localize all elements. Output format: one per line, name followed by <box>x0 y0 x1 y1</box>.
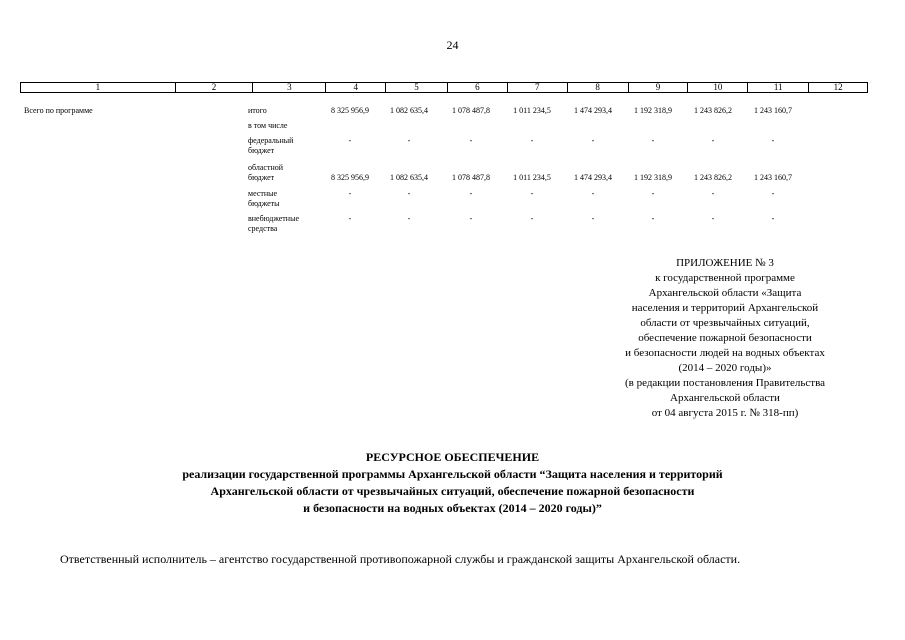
source-label-line: итого <box>248 106 267 115</box>
source-label-line: средства <box>248 224 278 233</box>
value-cell: - <box>591 189 595 198</box>
appendix-line: от 04 августа 2015 г. № 318-пп) <box>651 407 799 419</box>
value-cell: 1 243 826,2 <box>694 106 732 115</box>
value-cell: 1 474 293,4 <box>574 106 612 115</box>
value-cell: 1 192 318,9 <box>634 106 672 115</box>
value-cell: - <box>530 136 534 145</box>
value-cell: 1 474 293,4 <box>574 173 612 182</box>
value-cell: 1 011 234,5 <box>513 173 551 182</box>
source-label <box>248 106 267 116</box>
value-cell: 1 082 635,4 <box>390 173 428 182</box>
value-cell: - <box>711 189 715 198</box>
source-label <box>248 163 283 183</box>
value-cell: 1 011 234,5 <box>513 106 551 115</box>
appendix-block <box>595 256 855 421</box>
value-cell: - <box>771 214 775 223</box>
value-cell: - <box>711 214 715 223</box>
value-cell: - <box>348 189 352 198</box>
value-cell: 1 078 487,8 <box>452 173 490 182</box>
appendix-line: (2014 – 2020 годы)» <box>678 362 772 374</box>
value-cell: - <box>711 136 715 145</box>
appendix-line: области от чрезвычайных ситуаций, <box>640 317 810 329</box>
appendix-line: и безопасности людей на водных объектах <box>625 347 825 359</box>
value-cell: 1 243 160,7 <box>754 106 792 115</box>
source-label-line: внебюджетные <box>248 214 299 223</box>
source-label <box>248 136 293 156</box>
column-header-5: 5 <box>386 83 448 92</box>
value-cell: - <box>530 189 534 198</box>
column-header-9: 9 <box>629 83 689 92</box>
source-label <box>248 121 287 131</box>
value-cell: - <box>407 189 411 198</box>
heading-line: и безопасности на водных объектах (2014 – 2020 годы)” <box>303 501 602 515</box>
value-cell: - <box>469 136 473 145</box>
value-cell: 1 192 318,9 <box>634 173 672 182</box>
value-cell: - <box>469 214 473 223</box>
source-label-line: федеральный <box>248 136 294 145</box>
value-cell: - <box>771 136 775 145</box>
source-label-line: бюджеты <box>248 199 280 208</box>
appendix-line: (в редакции постановления Правительства <box>624 377 826 389</box>
appendix-line: ПРИЛОЖЕНИЕ № 3 <box>676 257 774 269</box>
column-header-row <box>20 82 868 93</box>
value-cell: 1 082 635,4 <box>390 106 428 115</box>
value-cell: - <box>591 214 595 223</box>
appendix-line: к государственной программе <box>655 272 795 284</box>
value-cell: - <box>469 189 473 198</box>
appendix-line: обеспечение пожарной безопасности <box>638 332 812 344</box>
value-cell: - <box>651 189 655 198</box>
value-cell: 8 325 956,9 <box>331 173 369 182</box>
column-header-10: 10 <box>688 83 748 92</box>
heading-line: Архангельской области от чрезвычайных ситуаций, обеспечение пожарной безопасности <box>210 484 695 498</box>
appendix-line: Архангельской области «Защита <box>648 287 802 299</box>
value-cell: 1 243 160,7 <box>754 173 792 182</box>
column-header-7: 7 <box>508 83 568 92</box>
source-label-line: бюджет <box>248 146 275 155</box>
source-label-line: бюджет <box>248 173 275 182</box>
column-header-6: 6 <box>448 83 508 92</box>
column-header-1: 1 <box>21 83 176 92</box>
value-cell: - <box>771 189 775 198</box>
source-label-line: местные <box>248 189 278 198</box>
page-number: 24 <box>446 38 459 52</box>
column-header-3: 3 <box>253 83 326 92</box>
source-label-line: областной <box>248 163 284 172</box>
value-cell: - <box>651 214 655 223</box>
value-cell: - <box>348 214 352 223</box>
value-cell: - <box>407 214 411 223</box>
column-header-11: 11 <box>748 83 809 92</box>
column-header-8: 8 <box>568 83 629 92</box>
value-cell: 1 078 487,8 <box>452 106 490 115</box>
value-cell: - <box>348 136 352 145</box>
column-header-4: 4 <box>326 83 386 92</box>
appendix-line: населения и территорий Архангельской <box>631 302 819 314</box>
column-header-2: 2 <box>176 83 254 92</box>
source-label <box>248 214 299 234</box>
source-label <box>248 189 280 209</box>
value-cell: 1 243 826,2 <box>694 173 732 182</box>
heading-line: реализации государственной программы Архангельской области “Защита населения и территорий <box>182 467 723 481</box>
value-cell: - <box>407 136 411 145</box>
row-title: Всего по программе <box>24 106 93 115</box>
column-header-12: 12 <box>833 82 843 92</box>
document-heading <box>0 449 905 517</box>
value-cell: - <box>591 136 595 145</box>
appendix-line: Архангельской области <box>670 392 780 404</box>
value-cell: - <box>530 214 534 223</box>
heading-title: РЕСУРСНОЕ ОБЕСПЕЧЕНИЕ <box>365 450 540 464</box>
source-label-line: в том числе <box>248 121 288 130</box>
body-paragraph: Ответственный исполнитель – агентство государственной противопожарной службы и гражданской защиты Архангельской области. <box>60 552 741 566</box>
value-cell: 8 325 956,9 <box>331 106 369 115</box>
value-cell: - <box>651 136 655 145</box>
